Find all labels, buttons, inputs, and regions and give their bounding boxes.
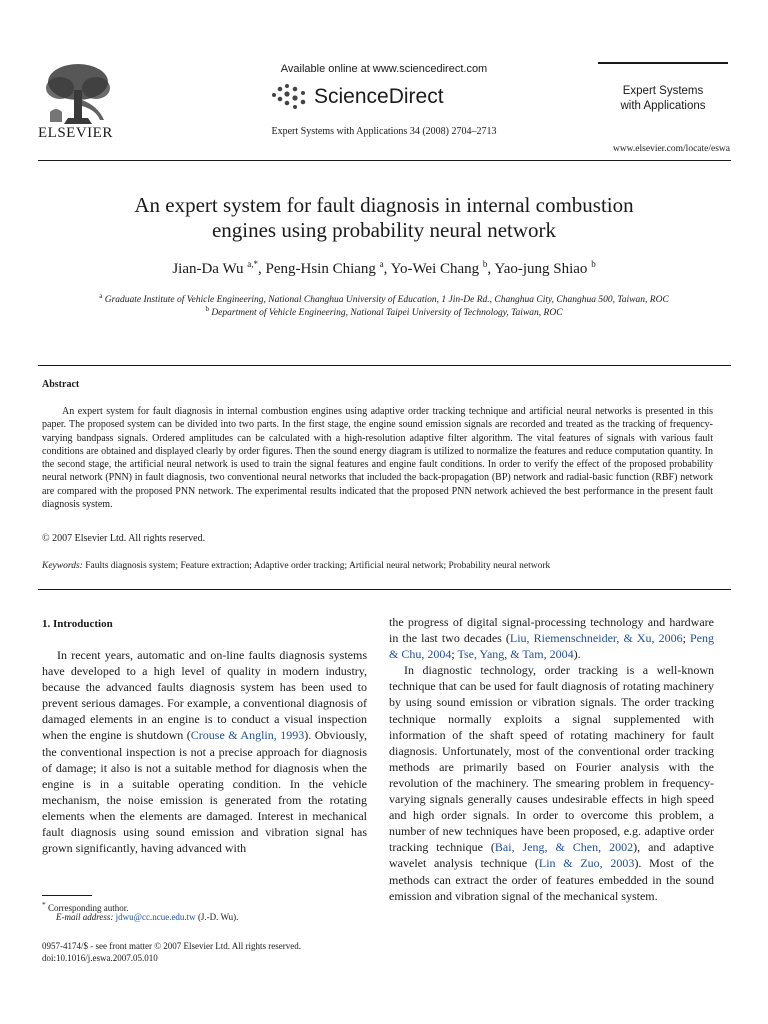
intro-text: ), and adaptive wavelet analysis technique (	[389, 840, 715, 871]
email-note	[56, 911, 238, 923]
keywords-label: Keywords:	[42, 561, 83, 571]
issn-line: 0957-4174/$ - see front matter © 2007 Elsevier Ltd. All rights reserved.	[42, 941, 302, 951]
doi-line: doi:10.1016/j.eswa.2007.05.010	[42, 953, 158, 963]
journal-name-box	[598, 62, 728, 142]
article-title	[60, 193, 708, 243]
author-name: Peng-Hsin Chiang	[265, 261, 376, 277]
intro-paragraph	[389, 662, 714, 903]
sciencedirect-wordmark: ScienceDirect	[314, 85, 444, 108]
citation-link[interactable]: Peng & Chu, 2004	[389, 631, 714, 662]
citation-link[interactable]: Lin & Zuo, 2003	[538, 856, 635, 871]
sciencedirect-dots-icon	[268, 83, 312, 111]
affiliation-mark: a	[99, 292, 103, 300]
journal-homepage-link[interactable]: www.elsevier.com/locate/eswa	[612, 144, 730, 154]
affiliation-a	[30, 292, 738, 305]
journal-name-line2: with Applications	[620, 100, 706, 112]
intro-text: ). Most of the methods can extract the order of features embedded in the sound emission and vibration signal of the mechanical system.	[389, 856, 715, 903]
title-line-2: engines using probability neural network	[211, 218, 557, 242]
abstract-top-divider	[38, 365, 731, 366]
affiliation-text: Department of Vehicle Engineering, National Taipei University of Technology, Taiwan, ROC	[211, 308, 563, 319]
author-affiliation-mark[interactable]: a,*	[247, 259, 258, 269]
keywords	[42, 561, 550, 571]
author-affiliation-mark[interactable]: b	[591, 259, 596, 269]
author-affiliation-mark[interactable]: b	[482, 259, 488, 269]
author-name: Yo-Wei Chang	[390, 261, 480, 277]
journal-box-rule	[598, 62, 728, 64]
citation-link[interactable]: Liu, Riemenschneider, & Xu, 2006	[509, 631, 683, 646]
footnote-text: Corresponding author.	[48, 903, 129, 913]
abstract-heading: Abstract	[42, 379, 80, 390]
author-separator: ,	[383, 261, 391, 277]
section-heading-introduction: 1. Introduction	[42, 618, 113, 630]
email-suffix: (J.-D. Wu).	[197, 912, 239, 922]
publisher-wordmark: ELSEVIER	[38, 125, 113, 141]
keywords-text: Faults diagnosis system; Feature extraction; Adaptive order tracking; Artificial neural network; Probability neural network	[85, 561, 551, 571]
journal-reference: Expert Systems with Applications 34 (2008) 2704–2713	[271, 126, 497, 137]
author-separator: ,	[258, 261, 266, 277]
author-name: Yao-jung Shiao	[494, 261, 588, 277]
author-list	[60, 259, 708, 278]
affiliation-text: Graduate Institute of Vehicle Engineering, National Changhua University of Education, 1 Jin-De Rd., Changhua City, Changhua 500, Taiwan, ROC	[104, 295, 669, 306]
intro-text: ).	[573, 647, 581, 662]
available-online-text: Available online at www.sciencedirect.com	[280, 63, 488, 75]
sciencedirect-logo	[268, 83, 458, 113]
citation-link[interactable]: Crouse & Anglin, 1993	[190, 728, 305, 743]
author-separator: ,	[487, 261, 495, 277]
intro-right-column	[389, 614, 714, 904]
header-divider	[38, 160, 731, 161]
intro-text: In diagnostic technology, order tracking is a well-known technique that can be used for fault diagnosis of rotating machinery by using sound emission or vibration signals. The order tracking technique normally exploits a signal supplemented with information of the shaft speed of rotating machinery for fault diagnosis. Unfortunately, most of the conventional order tracking methods are primarily based on Fourier analysis with the revolution of the machinery. The smearing problem in frequency-varying signals generally causes undesirable effects in high speed and high order signals. In order to overcome this problem, a number of new techniques have been proposed, e.g. adaptive order tracking technique (	[389, 663, 714, 855]
title-line-1: An expert system for fault diagnosis in internal combustion	[134, 193, 634, 217]
citation-link[interactable]: Bai, Jeng, & Chen, 2002	[494, 840, 634, 855]
intro-text: the progress of digital signal-processing technology and hardware in the last two decades (	[389, 615, 714, 646]
author-name: Jian-Da Wu	[172, 261, 244, 277]
intro-text: ). Obviously, the conventional inspection is not a precise approach for diagnosis of damage; it also is not a suitable method for diagnosis when the engine is in a suitable operating condition. In the vehicle mechanism, the noise emission is generated from the rotating elements when the elements are damaged. Interest in mechanical fault diagnosis using sound emission and vibration signal has grown significantly, having advanced with	[42, 728, 367, 856]
footnote-rule	[42, 895, 92, 896]
abstract-bottom-divider	[38, 589, 731, 590]
footnote-mark: *	[42, 900, 46, 909]
affiliation-mark: b	[205, 305, 209, 313]
abstract-text: An expert system for fault diagnosis in internal combustion engines using adaptive order tracking technique and artificial neural networks is presented in this paper. The proposed system can be divided into two parts. In the first stage, the engine sound emission signals are recorded and treated as the tracking of frequency-varying bandpass signals. Ordered amplitudes can be calculated with a high-resolution adaptive filter algorithm. The vital features of signals with various fault conditions are obtained and displayed clearly by order figures. Then the sound energy diagram is utilized to normalize the features and reduce computation quantity. In the second stage, the artificial neural network is used to train the signal features and engine fault conditions. In order to verify the effect of the proposed probability neural network (PNN) in fault diagnosis, two conventional neural networks that included the back-propagation (BP) network and radial-basic function (RBF) network are compared with the proposed PNN network. The experimental results indicated that the proposed PNN network achieved the best performance in the present fault diagnosis system.	[42, 406, 713, 511]
affiliation-b	[30, 305, 738, 318]
intro-text: In recent years, automatic and on-line faults diagnosis systems have developed to a high level of quality in modern industry, because the advanced faults diagnosis system has been used to prevent serious damages. For example, a conventional diagnosis of damaged elements in an engine is to conduct a visual inspection when the engine is shutdown (	[42, 648, 367, 743]
intro-paragraph: the progress of digital signal-processing technology and hardware in the last two decades (Liu, Riemenschneider, & Xu, 2006; Peng & Chu, 2004; Tse, Yang, & Tam, 2004).	[389, 615, 714, 662]
abstract-copyright: © 2007 Elsevier Ltd. All rights reserved.	[42, 533, 206, 544]
journal-name-line1: Expert Systems	[622, 85, 704, 97]
email-link[interactable]: jdwu@cc.ncue.edu.tw	[115, 912, 196, 922]
author-affiliation-mark[interactable]: a	[379, 259, 384, 269]
intro-left-column	[42, 647, 367, 856]
citation-link[interactable]: Tse, Yang, & Tam, 2004	[457, 647, 574, 662]
email-label: E-mail address:	[56, 912, 114, 922]
